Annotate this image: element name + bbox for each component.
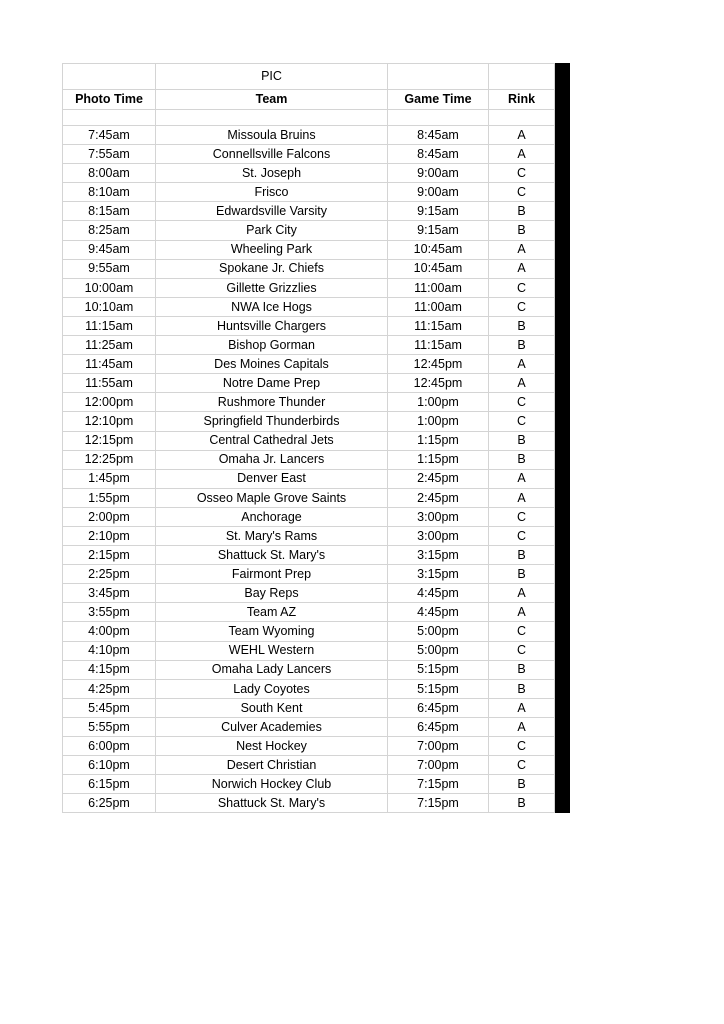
cell-photo-time: 4:25pm (63, 679, 156, 698)
cell-photo-time: 7:45am (63, 126, 156, 145)
table-row (63, 450, 555, 469)
cell-team: WEHL Western (156, 641, 388, 660)
cell-game-time: 7:00pm (388, 756, 489, 775)
sheet-title: PIC (156, 64, 388, 90)
cell-game-time: 5:00pm (388, 641, 489, 660)
cell-game-time: 3:00pm (388, 526, 489, 545)
cell-photo-time: 5:55pm (63, 717, 156, 736)
cell-photo-time: 2:15pm (63, 546, 156, 565)
cell-team: Fairmont Prep (156, 565, 388, 584)
cell-team: Huntsville Chargers (156, 316, 388, 335)
cell-team: Notre Dame Prep (156, 374, 388, 393)
photo-schedule-sheet (62, 63, 570, 813)
cell-rink: B (489, 202, 555, 221)
cell-team: Omaha Lady Lancers (156, 660, 388, 679)
table-row (63, 202, 555, 221)
black-sidebar (555, 63, 570, 813)
cell-rink: C (489, 641, 555, 660)
cell-game-time: 8:45am (388, 126, 489, 145)
table-row (63, 641, 555, 660)
cell-photo-time: 2:10pm (63, 526, 156, 545)
table-row (63, 717, 555, 736)
cell-team: Culver Academies (156, 717, 388, 736)
cell-photo-time: 9:55am (63, 259, 156, 278)
cell-rink: C (489, 164, 555, 183)
table-row (63, 737, 555, 756)
cell-rink: A (489, 126, 555, 145)
cell-game-time: 9:15am (388, 221, 489, 240)
cell-team: Missoula Bruins (156, 126, 388, 145)
table-row (63, 221, 555, 240)
cell-team: Edwardsville Varsity (156, 202, 388, 221)
cell-rink: B (489, 450, 555, 469)
cell-team: Wheeling Park (156, 240, 388, 259)
table-row (63, 756, 555, 775)
title-row (63, 64, 555, 90)
cell-photo-time: 1:55pm (63, 488, 156, 507)
table-row (63, 679, 555, 698)
cell-photo-time: 3:45pm (63, 584, 156, 603)
cell-photo-time: 6:25pm (63, 794, 156, 813)
cell-team: Rushmore Thunder (156, 393, 388, 412)
cell-team: Springfield Thunderbirds (156, 412, 388, 431)
cell-game-time: 12:45pm (388, 355, 489, 374)
table-row (63, 526, 555, 545)
table-row (63, 355, 555, 374)
table-row (63, 374, 555, 393)
table-row (63, 469, 555, 488)
cell-team: Anchorage (156, 507, 388, 526)
cell-photo-time: 3:55pm (63, 603, 156, 622)
photo-schedule-table (62, 63, 555, 813)
cell-team: Team Wyoming (156, 622, 388, 641)
cell-photo-time: 9:45am (63, 240, 156, 259)
cell-game-time: 4:45pm (388, 584, 489, 603)
table-row (63, 660, 555, 679)
empty-spacer-row (63, 110, 555, 126)
cell-game-time: 9:00am (388, 183, 489, 202)
table-row (63, 183, 555, 202)
cell-rink: A (489, 469, 555, 488)
cell-team: St. Joseph (156, 164, 388, 183)
cell-photo-time: 4:15pm (63, 660, 156, 679)
cell-team: Osseo Maple Grove Saints (156, 488, 388, 507)
empty-cell (156, 110, 388, 126)
cell-game-time: 6:45pm (388, 698, 489, 717)
table-row (63, 278, 555, 297)
table-row (63, 488, 555, 507)
cell-game-time: 5:15pm (388, 660, 489, 679)
cell-game-time: 9:15am (388, 202, 489, 221)
col-header-team: Team (156, 90, 388, 110)
cell-rink: C (489, 507, 555, 526)
cell-photo-time: 1:45pm (63, 469, 156, 488)
table-row (63, 431, 555, 450)
cell-photo-time: 5:45pm (63, 698, 156, 717)
table-row (63, 164, 555, 183)
cell-game-time: 11:00am (388, 297, 489, 316)
cell-rink: A (489, 355, 555, 374)
cell-game-time: 12:45pm (388, 374, 489, 393)
cell-rink: B (489, 775, 555, 794)
title-row-empty-cell (388, 64, 489, 90)
cell-photo-time: 11:55am (63, 374, 156, 393)
table-row (63, 297, 555, 316)
cell-rink: B (489, 431, 555, 450)
empty-cell (388, 110, 489, 126)
table-row (63, 240, 555, 259)
cell-rink: C (489, 393, 555, 412)
cell-game-time: 9:00am (388, 164, 489, 183)
cell-rink: C (489, 526, 555, 545)
cell-photo-time: 7:55am (63, 145, 156, 164)
cell-photo-time: 6:10pm (63, 756, 156, 775)
cell-team: Omaha Jr. Lancers (156, 450, 388, 469)
cell-rink: B (489, 660, 555, 679)
cell-rink: B (489, 794, 555, 813)
cell-game-time: 6:45pm (388, 717, 489, 736)
empty-cell (63, 110, 156, 126)
table-row (63, 775, 555, 794)
cell-rink: C (489, 756, 555, 775)
table-row (63, 259, 555, 278)
cell-game-time: 10:45am (388, 259, 489, 278)
cell-rink: C (489, 297, 555, 316)
cell-game-time: 4:45pm (388, 603, 489, 622)
cell-rink: A (489, 584, 555, 603)
cell-team: South Kent (156, 698, 388, 717)
cell-game-time: 7:15pm (388, 794, 489, 813)
cell-team: Denver East (156, 469, 388, 488)
cell-game-time: 10:45am (388, 240, 489, 259)
cell-game-time: 3:15pm (388, 546, 489, 565)
table-row (63, 622, 555, 641)
cell-team: Nest Hockey (156, 737, 388, 756)
cell-rink: A (489, 488, 555, 507)
cell-rink: B (489, 679, 555, 698)
cell-rink: C (489, 412, 555, 431)
cell-photo-time: 2:00pm (63, 507, 156, 526)
cell-team: Des Moines Capitals (156, 355, 388, 374)
cell-photo-time: 11:45am (63, 355, 156, 374)
cell-rink: B (489, 336, 555, 355)
cell-team: Frisco (156, 183, 388, 202)
cell-photo-time: 2:25pm (63, 565, 156, 584)
cell-team: Bishop Gorman (156, 336, 388, 355)
table-row (63, 565, 555, 584)
cell-game-time: 5:00pm (388, 622, 489, 641)
cell-team: Spokane Jr. Chiefs (156, 259, 388, 278)
header-row (63, 90, 555, 110)
cell-photo-time: 12:00pm (63, 393, 156, 412)
cell-game-time: 1:15pm (388, 431, 489, 450)
cell-rink: A (489, 603, 555, 622)
cell-photo-time: 6:00pm (63, 737, 156, 756)
cell-game-time: 1:15pm (388, 450, 489, 469)
cell-team: NWA Ice Hogs (156, 297, 388, 316)
cell-team: Bay Reps (156, 584, 388, 603)
cell-photo-time: 12:25pm (63, 450, 156, 469)
cell-rink: A (489, 374, 555, 393)
cell-photo-time: 10:00am (63, 278, 156, 297)
cell-photo-time: 11:25am (63, 336, 156, 355)
cell-rink: A (489, 259, 555, 278)
cell-team: St. Mary's Rams (156, 526, 388, 545)
cell-team: Park City (156, 221, 388, 240)
table-row (63, 507, 555, 526)
cell-photo-time: 4:00pm (63, 622, 156, 641)
cell-team: Shattuck St. Mary's (156, 794, 388, 813)
cell-photo-time: 10:10am (63, 297, 156, 316)
cell-rink: A (489, 717, 555, 736)
table-row (63, 584, 555, 603)
empty-cell (489, 110, 555, 126)
cell-photo-time: 12:10pm (63, 412, 156, 431)
title-row-empty-cell (489, 64, 555, 90)
cell-team: Connellsville Falcons (156, 145, 388, 164)
cell-photo-time: 8:00am (63, 164, 156, 183)
table-row (63, 546, 555, 565)
cell-game-time: 2:45pm (388, 488, 489, 507)
table-row (63, 336, 555, 355)
cell-rink: B (489, 546, 555, 565)
cell-rink: B (489, 316, 555, 335)
cell-game-time: 7:15pm (388, 775, 489, 794)
cell-rink: C (489, 183, 555, 202)
cell-rink: A (489, 698, 555, 717)
table-row (63, 603, 555, 622)
cell-game-time: 3:15pm (388, 565, 489, 584)
cell-team: Team AZ (156, 603, 388, 622)
cell-game-time: 8:45am (388, 145, 489, 164)
cell-team: Norwich Hockey Club (156, 775, 388, 794)
cell-photo-time: 4:10pm (63, 641, 156, 660)
cell-photo-time: 6:15pm (63, 775, 156, 794)
cell-game-time: 1:00pm (388, 412, 489, 431)
cell-rink: C (489, 278, 555, 297)
col-header-rink: Rink (489, 90, 555, 110)
table-row (63, 698, 555, 717)
table-row (63, 412, 555, 431)
table-row (63, 393, 555, 412)
table-row (63, 316, 555, 335)
cell-photo-time: 11:15am (63, 316, 156, 335)
cell-team: Lady Coyotes (156, 679, 388, 698)
cell-rink: B (489, 565, 555, 584)
cell-game-time: 1:00pm (388, 393, 489, 412)
table-row (63, 145, 555, 164)
cell-team: Central Cathedral Jets (156, 431, 388, 450)
cell-photo-time: 12:15pm (63, 431, 156, 450)
cell-game-time: 11:15am (388, 316, 489, 335)
cell-game-time: 3:00pm (388, 507, 489, 526)
title-row-empty-cell (63, 64, 156, 90)
col-header-game-time: Game Time (388, 90, 489, 110)
cell-rink: A (489, 240, 555, 259)
col-header-photo-time: Photo Time (63, 90, 156, 110)
cell-team: Gillette Grizzlies (156, 278, 388, 297)
cell-photo-time: 8:15am (63, 202, 156, 221)
schedule-rows (63, 126, 555, 813)
table-row (63, 126, 555, 145)
cell-game-time: 2:45pm (388, 469, 489, 488)
cell-game-time: 11:15am (388, 336, 489, 355)
table-row (63, 794, 555, 813)
cell-rink: A (489, 145, 555, 164)
cell-game-time: 11:00am (388, 278, 489, 297)
cell-photo-time: 8:25am (63, 221, 156, 240)
cell-game-time: 5:15pm (388, 679, 489, 698)
cell-rink: B (489, 221, 555, 240)
cell-photo-time: 8:10am (63, 183, 156, 202)
cell-team: Shattuck St. Mary's (156, 546, 388, 565)
cell-game-time: 7:00pm (388, 737, 489, 756)
cell-team: Desert Christian (156, 756, 388, 775)
cell-rink: C (489, 622, 555, 641)
cell-rink: C (489, 737, 555, 756)
